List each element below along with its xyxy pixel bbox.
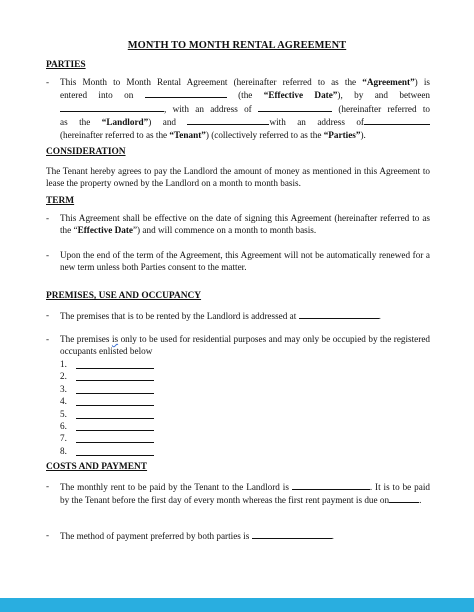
footer-bar bbox=[0, 598, 474, 612]
occupant-blank bbox=[76, 384, 154, 394]
rent-amount-blank bbox=[292, 480, 370, 490]
tenant-name-blank bbox=[187, 115, 269, 125]
heading-parties: PARTIES bbox=[46, 60, 86, 70]
heading-premises: PREMISES, USE AND OCCUPANCY bbox=[46, 291, 202, 301]
bullet-dash: - bbox=[46, 530, 50, 540]
document-page: MONTH TO MONTH RENTAL AGREEMENT PARTIES - This Month to Month Rental Agreement (hereinafter referred to as the “Agreement”) is entered into on (the “Effective Date”), by and between , with an address of (hereinafter referred to as the “Landlord”) and with an address of (hereinafter referred to as the “Tenant”) (collectively referred to as the “Parties”). CONSIDERATION The Tenant hereby agrees to pay the Landlord the amount of money as mentioned in this Agreement to lease the property owned by the Landlord on a month to month basis. TERM - This Agreement shall be effective on the date of signing this Agreement (hereinafter referred to as the “Effective Date”) and will commence on a month to month basis. - Upon the end of the term of the Agreement, this Agreement will not be automatically renewed for a new term unless both Parties consent to the matter. PREMISES, USE AND OCCUPANCY - The premises that is to be rented by the Landlord is addressed at . - The premises is only to be used for residential purposes and may only be occupied by the registered occupants enlisted below 1. 2. 3. 4. 5. 6. 7. 8. COSTS AND PAYMENT - The monthly rent to be paid by the Tenant to the Landlord is . It is to be paid by the Tenant before the first day of every month whereas the first rent payment is due on . - The method of payment preferred by both parties is . bbox=[0, 0, 474, 600]
bullet-dash: - bbox=[46, 481, 50, 491]
landlord-name-blank bbox=[60, 102, 164, 112]
heading-term: TERM bbox=[46, 196, 75, 206]
document-title: MONTH TO MONTH RENTAL AGREEMENT bbox=[127, 40, 347, 51]
occupant-blank bbox=[76, 433, 154, 443]
occupant-blank bbox=[76, 396, 154, 406]
heading-costs: COSTS AND PAYMENT bbox=[46, 462, 148, 472]
bullet-dash: - bbox=[46, 213, 50, 223]
first-payment-date-blank bbox=[389, 493, 419, 503]
occupant-blank bbox=[76, 359, 154, 369]
occupant-blank bbox=[76, 371, 154, 381]
effective-date-blank bbox=[145, 88, 227, 98]
occupant-blank bbox=[76, 421, 154, 431]
tenant-address-blank bbox=[364, 115, 430, 125]
bullet-dash: - bbox=[46, 77, 50, 87]
payment-method-blank bbox=[252, 529, 332, 539]
landlord-address-blank bbox=[258, 102, 332, 112]
heading-consideration: CONSIDERATION bbox=[46, 147, 126, 157]
bullet-dash: - bbox=[46, 250, 50, 260]
occupant-blank bbox=[76, 446, 154, 456]
spellcheck-flag: is bbox=[111, 334, 119, 344]
premises-address-blank bbox=[299, 309, 379, 319]
consideration-text: The Tenant hereby agrees to pay the Landlord the amount of money as mentioned in this Agreement to lease the property owned by the Landlord on a month to month basis. bbox=[46, 166, 430, 189]
bullet-dash: - bbox=[46, 334, 50, 344]
bullet-dash: - bbox=[46, 310, 50, 320]
occupant-blank bbox=[76, 409, 154, 419]
